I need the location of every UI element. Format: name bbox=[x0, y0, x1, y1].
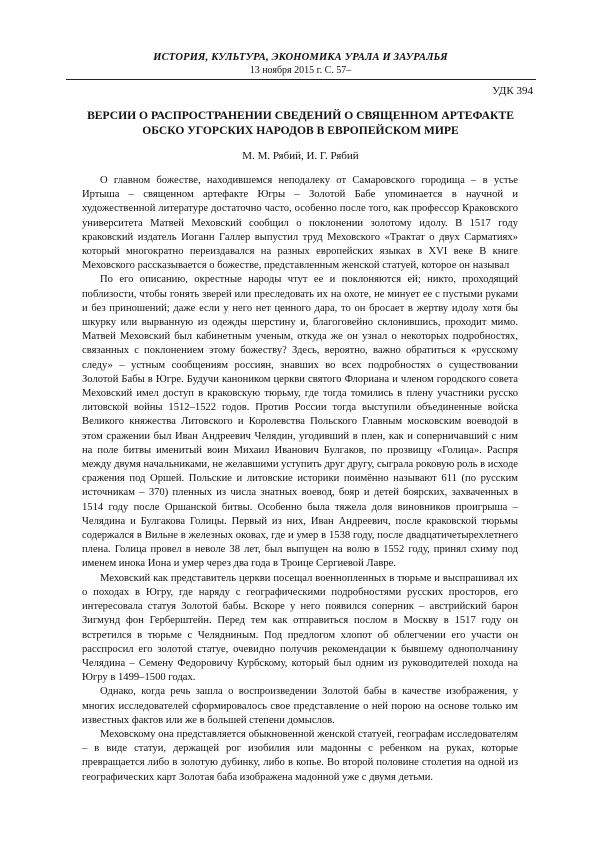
header-rule bbox=[66, 79, 536, 80]
article-title-line-1: ВЕРСИИ О РАСПРОСТРАНЕНИИ СВЕДЕНИЙ О СВЯЩЕННОМ АРТЕФАКТЕ bbox=[87, 109, 514, 122]
paragraph-5: Меховскому она представляется обыкновенной женской статуей, географам исследователям – в виде статуи, держащей рог изобилия или мадонны с ребенком на руках, которые превращается либо в золотую дубинку, либо в копье. Во второй половине столетия на одной из географических карт Золотая баба изображена мадонной уже с двумя детьми. bbox=[82, 728, 518, 783]
issue-date-pages: 13 ноября 2015 г. С. 57– bbox=[249, 65, 352, 76]
paragraph-3: Меховский как представитель церкви посещал военнопленных в тюрьме и выспрашивал их о походах в Югру, где наряду с географическими подробностями русских просторов, его интересовала статуя Золотой бабы. Вскоре у него появился соперник – австрийский барон Зигмунд фон Герберштейн. Перед тем как отправиться послом в Москву в 1517 году он встретился в тюрьме с Челядниным. Под предлогом хлопот об облегчении его участи он расспросил его золотой статуе, очевидно получив рекомендации к бывшему однополчанину Челядина – Семену Федоровичу Курбскому, который был одним из руководителей похода на Югру в 1499–1500 годах. bbox=[82, 572, 518, 684]
article-body bbox=[82, 174, 518, 785]
paragraph-2: По его описанию, окрестные народы чтут ее и поклоняются ей; никто, проходящий поблизости, чтобы гонять зверей или преследовать их на охоте, не минует ее с пустыми руками и без приношений; даже если у него нет ценного дара, то он бросает в жертву идолу хотя бы шкурку или вырванную из одежды шерстину и, благоговейно склонившись, проходит мимо. Матвей Меховский был кабинетным ученым, откуда же он узнал о некоторых подробностях, связанных с поклонением этому божеству? Здесь, вероятно, важно обратиться к «русскому следу» – устным сообщениям россиян, знавших во всех подробностях о существовании Золотой Бабы в Югре. Будучи каноником церкви святого Флориана и членом городского совета Меховский имел доступ в краковскую тюрьму, где тогда томились в плену участники русско литовской войны 1512–1522 годов. Против России тогда выступили объединенные войска Великого княжества Литовского и Королевства Польского Главным московским воеводой в этом сражении был Иван Андреевич Челядин, угодивший в плен, как и соперничавший с ним на поле битвы именитый воин Михаил Иванович Булгаков, по прозвищу «Голица». Распря между двумя начальниками, не желавшими уступить друг другу, сыграла роковую роль в исходе сражения под Оршей. Польские и литовские историки поимённо называют 611 (по русским источникам – 370) пленных из числа знатных воевод, бояр и детей боярских, захваченных в 1514 году после Оршанской битвы. Особенно была тяжела доля виновников проигрыша – Челядина и Булгакова Голицы. Первый из них, Иван Андреевич, после краковской тюрьмы содержался в Вильне в железных оковах, где и умер в 1538 году, после двадцатичетырехлетнего плена. Голица провел в неволе 38 лет, был выпущен на волю в 1552 году, принял схиму под именем инока Иона и умер через два года в Троице Сергиевой Лавре. bbox=[82, 274, 518, 570]
article-title-line-2: ОБСКО УГОРСКИХ НАРОДОВ В ЕВРОПЕЙСКОМ МИРЕ bbox=[142, 124, 459, 137]
article-authors: М. М. Рябий, И. Г. Рябий bbox=[242, 150, 359, 162]
journal-title: ИСТОРИЯ, КУЛЬТУРА, ЭКОНОМИКА УРАЛА И ЗАУРАЛЬЯ bbox=[153, 52, 448, 63]
article-title bbox=[55, 108, 546, 138]
paragraph-1: О главном божестве, находившемся неподалеку от Самаровского городища – в устье Иртыша – священном артефакте Югры – Золотой Бабе упоминается в научной и художественной литературе достаточно часто, особенно после того, как профессор Краковского университета Матвей Меховский сообщил о поклонении золотому идолу. В 1517 году краковский издатель Иоганн Галлер выпустил труд Меховского «Трактат о двух Сарматиях» который многократно переиздавался на разных европейских языках в XVI веке В книге Меховского рассказывается о божестве, представленным женской статуей, которое он называл bbox=[82, 175, 518, 272]
udk-code: УДК 394 bbox=[492, 85, 533, 97]
paragraph-4: Однако, когда речь зашла о воспроизведении Золотой бабы в качестве изображения, у многих исследователей сформировалось свое представление о ней порою на основе только им известных фактов или же в большей степени домыслов. bbox=[82, 686, 518, 726]
